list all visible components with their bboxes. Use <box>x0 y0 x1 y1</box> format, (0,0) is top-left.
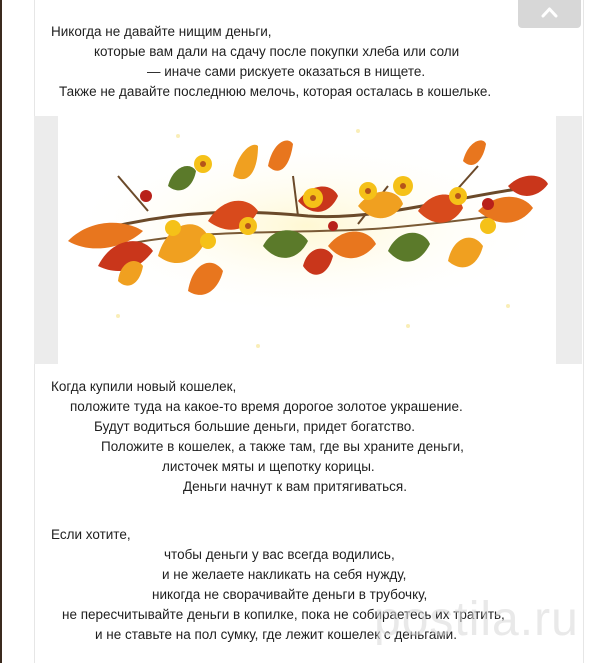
text-line: положите туда на какое-то время дорогое золотое украшение. <box>70 399 463 414</box>
text-line: листочек мяты и щепотку корицы. <box>162 459 375 474</box>
text-line: чтобы деньги у вас всегда водились, <box>164 547 395 562</box>
left-border <box>0 0 2 663</box>
text-line: Будут водиться большие деньги, придет богатство. <box>94 419 415 434</box>
autumn-leaves-garland-icon <box>58 116 556 364</box>
text-line: и не ставьте на пол сумку, где лежит кошелек с деньгами. <box>95 627 457 642</box>
text-line: Положите в кошелек, а также там, где вы храните деньги, <box>101 439 464 454</box>
text-line: Никогда не давайте нищим деньги, <box>51 24 272 39</box>
text-line: не пересчитывайте деньги в копилке, пока не собираетесь их тратить, <box>62 607 505 622</box>
text-line: Также не давайте последнюю мелочь, которая осталась в кошельке. <box>59 84 492 99</box>
banner-frame <box>34 116 582 364</box>
text-line: Деньги начнут к вам притягиваться. <box>183 479 407 494</box>
watermark: postila.ru <box>374 593 579 646</box>
paragraph-1 <box>34 22 582 102</box>
text-line: и не желаете накликать на себя нужду, <box>162 567 407 582</box>
text-line: Когда купили новый кошелек, <box>51 379 237 394</box>
text-line: — иначе сами рискуете оказаться в нищете. <box>147 64 426 79</box>
text-line: которые вам дали на сдачу после покупки хлеба или соли <box>94 44 460 59</box>
autumn-garland-image <box>58 116 556 364</box>
text-line: никогда не сворачивайте деньги в трубочку, <box>152 587 428 602</box>
chevron-up-icon <box>541 6 558 18</box>
text-line: Если хотите, <box>51 527 131 542</box>
paragraph-2 <box>34 377 582 497</box>
